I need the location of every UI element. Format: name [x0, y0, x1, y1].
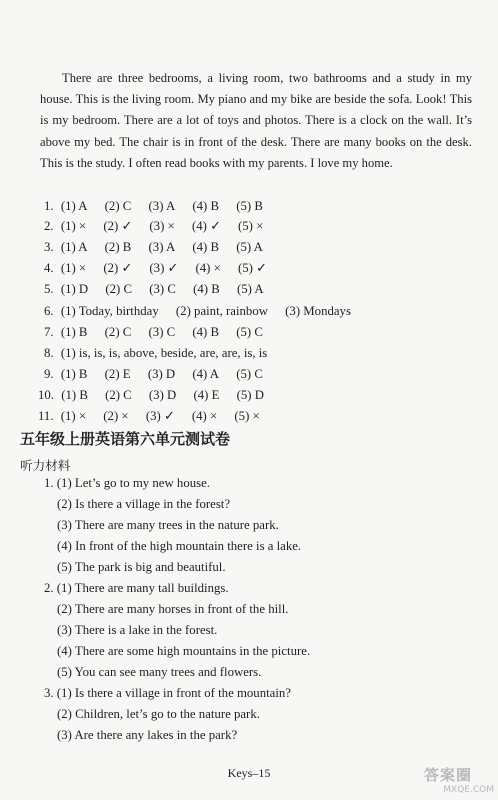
- answer-line-4: [44, 260, 267, 276]
- answer-part: (5) A: [236, 282, 264, 296]
- answer-num: 5.: [44, 282, 54, 296]
- listening-line: 2. (1) There are many tall buildings.: [44, 581, 229, 595]
- listening-line: (4) There are some high mountains in the picture.: [57, 644, 311, 658]
- watermark-url: MXQE.COM: [443, 785, 494, 795]
- listening-line: (2) There are many horses in front of the hill.: [57, 602, 289, 616]
- answer-num: 1.: [44, 199, 54, 213]
- answer-line-7: [44, 324, 263, 340]
- listening-line: (3) There is a lake in the forest.: [57, 623, 218, 637]
- answer-part: (2) E: [104, 367, 131, 381]
- listening-line: (5) The park is big and beautiful.: [57, 560, 226, 574]
- answer-line-2: [44, 218, 263, 234]
- answer-part: (1) B: [60, 325, 88, 339]
- passage-text: There are three bedrooms, a living room, two bathrooms and a study in my house. This is the living room. My piano and my bike are beside the sofa. Look! This is my bedroom. There are a lot of toys and photos. There is a clock on the wall. It’s above my bed. The chair is in front of the desk. There are many books on the desk. This is the study. I often read books with my parents. I love my home.: [40, 71, 472, 170]
- listening-label: 听力材料: [20, 458, 71, 473]
- answer-part: (4) ✓: [191, 219, 221, 233]
- answer-part: (1) B: [60, 367, 88, 381]
- watermark-text: 答案圈: [424, 766, 473, 784]
- answer-part: (1) Today, birthday: [60, 304, 159, 318]
- answer-part: (5) C: [236, 325, 263, 339]
- answer-part: (2) ×: [103, 409, 129, 423]
- listening-line: (2) Children, let’s go to the nature park.: [57, 707, 260, 721]
- listening-line: 3. (1) Is there a village in front of the mountain?: [44, 686, 291, 700]
- answer-num: 4.: [44, 261, 54, 275]
- answer-part: (3) C: [149, 282, 176, 296]
- answer-part: (2) ✓: [103, 261, 133, 275]
- answer-part: (2) C: [105, 282, 133, 296]
- answer-line-8: [44, 345, 267, 361]
- answer-part: (3) A: [148, 199, 176, 213]
- listening-line: (2) Is there a village in the forest?: [57, 497, 231, 511]
- answer-num: 8.: [44, 346, 54, 360]
- listening-line: (3) Are there any lakes in the park?: [57, 728, 238, 742]
- answer-part: (4) E: [193, 388, 220, 402]
- answer-part: (2) B: [104, 240, 132, 254]
- answer-part: (1) is, is, is, above, beside, are, are, is, is: [60, 346, 268, 360]
- answer-part: (5) D: [236, 388, 265, 402]
- answer-num: 7.: [44, 325, 54, 339]
- answer-part: (4) B: [192, 199, 220, 213]
- answer-line-9: [44, 366, 263, 382]
- answer-part: (3) C: [148, 325, 176, 339]
- answer-part: (3) Mondays: [285, 304, 351, 318]
- answer-num: 2.: [44, 219, 54, 233]
- answer-part: (5) B: [236, 199, 263, 213]
- answer-part: (2) paint, rainbow: [175, 304, 268, 318]
- answer-num: 6.: [44, 304, 54, 318]
- answer-line-5: [44, 281, 264, 297]
- answer-part: (5) C: [236, 367, 263, 381]
- answer-part: (1) ×: [60, 219, 87, 233]
- listening-line: (4) In front of the high mountain there is a lake.: [57, 539, 302, 553]
- answer-line-3: [44, 239, 263, 255]
- answer-num: 3.: [44, 240, 54, 254]
- watermark-logo: [424, 764, 494, 796]
- answer-part: (4) ×: [191, 409, 218, 423]
- answer-part: (2) C: [104, 199, 132, 213]
- answer-part: (5) ✓: [238, 261, 267, 275]
- answer-part: (4) B: [192, 240, 220, 254]
- answer-num: 9.: [44, 367, 54, 381]
- answer-part: (3) ✓: [149, 261, 179, 275]
- listening-line: (5) You can see many trees and flowers.: [57, 665, 262, 679]
- answer-line-1: [44, 198, 263, 214]
- answer-part: (3) D: [148, 388, 177, 402]
- answer-part: (2) C: [105, 388, 132, 402]
- answer-part: (1) B: [61, 388, 88, 402]
- answer-num: 10.: [38, 388, 54, 402]
- answer-part: (1) ×: [60, 261, 87, 275]
- answer-part: (3) D: [147, 367, 176, 381]
- answer-part: (4) A: [192, 367, 220, 381]
- answer-part: (3) ✓: [145, 409, 175, 423]
- answer-line-10: [38, 387, 264, 403]
- answer-part: (3) A: [148, 240, 176, 254]
- listening-line: (3) There are many trees in the nature park.: [57, 518, 279, 532]
- answer-part: (2) C: [104, 325, 132, 339]
- listening-line: 1. (1) Let’s go to my new house.: [44, 476, 210, 490]
- answer-part: (3) ×: [149, 219, 175, 233]
- answer-part: (1) A: [60, 240, 88, 254]
- answer-part: (2) ✓: [103, 219, 133, 233]
- answer-line-6: [44, 303, 351, 319]
- answer-part: (1) ×: [60, 409, 87, 423]
- answer-num: 11.: [38, 409, 54, 423]
- answer-part: (4) ×: [195, 261, 221, 275]
- answer-part: (4) B: [192, 325, 220, 339]
- answer-part: (1) A: [60, 199, 88, 213]
- answer-line-11: [38, 408, 260, 424]
- section-title: 五年级上册英语第六单元测试卷: [20, 430, 231, 448]
- answer-part: (5) A: [236, 240, 263, 254]
- answer-part: (5) ×: [234, 409, 260, 423]
- answer-part: (4) B: [193, 282, 220, 296]
- answer-part: (1) D: [60, 282, 89, 296]
- answer-part: (5) ×: [238, 219, 264, 233]
- page-number: Keys–15: [227, 766, 271, 780]
